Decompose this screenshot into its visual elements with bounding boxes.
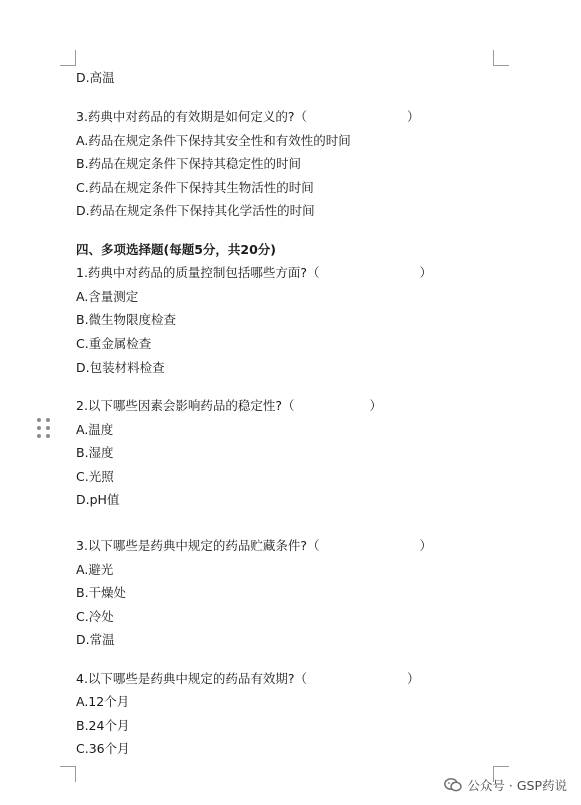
option-line: C.光照 (76, 469, 114, 484)
crop-mark-top-left-h (60, 65, 76, 66)
wechat-official-account-icon (444, 777, 462, 793)
crop-mark-top-left-v (75, 50, 76, 65)
question-line: 3.药典中对药品的有效期是如何定义的?（ ） (76, 109, 420, 124)
drag-handle-icon[interactable] (37, 418, 51, 438)
question-line: 3.以下哪些是药典中规定的药品贮藏条件?（ ） (76, 538, 433, 553)
question-line: 1.药典中对药品的质量控制包括哪些方面?（ ） (76, 265, 433, 280)
option-line: C.36个月 (76, 741, 130, 756)
option-line: D.pH值 (76, 492, 120, 507)
crop-mark-bottom-left-h (60, 766, 76, 767)
option-line: D.高温 (76, 70, 115, 85)
option-line: A.药品在规定条件下保持其安全性和有效性的时间 (76, 133, 351, 148)
question-line: 4.以下哪些是药典中规定的药品有效期?（ ） (76, 671, 420, 686)
option-line: B.干燥处 (76, 585, 127, 600)
crop-mark-top-right-v (493, 50, 494, 65)
section-heading: 四、多项选择题(每题5分，共20分) (76, 242, 277, 257)
option-line: B.24个月 (76, 718, 130, 733)
watermark (444, 775, 567, 795)
option-line: A.12个月 (76, 694, 130, 709)
option-line: B.微生物限度检查 (76, 312, 177, 327)
option-line: D.常温 (76, 632, 115, 647)
option-line: A.温度 (76, 422, 114, 437)
question-line: 2.以下哪些因素会影响药品的稳定性?（ ） (76, 398, 383, 413)
option-line: B.药品在规定条件下保持其稳定性的时间 (76, 156, 302, 171)
crop-mark-bottom-left-v (75, 766, 76, 782)
crop-mark-bottom-right-h (493, 766, 509, 767)
crop-mark-top-right-h (493, 65, 509, 66)
option-line: B.湿度 (76, 445, 114, 460)
option-line: D.包装材料检查 (76, 360, 165, 375)
option-line: C.冷处 (76, 609, 114, 624)
option-line: A.避光 (76, 562, 114, 577)
option-line: C.重金属检查 (76, 336, 152, 351)
option-line: C.药品在规定条件下保持其生物活性的时间 (76, 180, 314, 195)
option-line: D.药品在规定条件下保持其化学活性的时间 (76, 203, 315, 218)
option-line: A.含量测定 (76, 289, 139, 304)
watermark-text: 公众号 · GSP药说 (467, 778, 567, 793)
